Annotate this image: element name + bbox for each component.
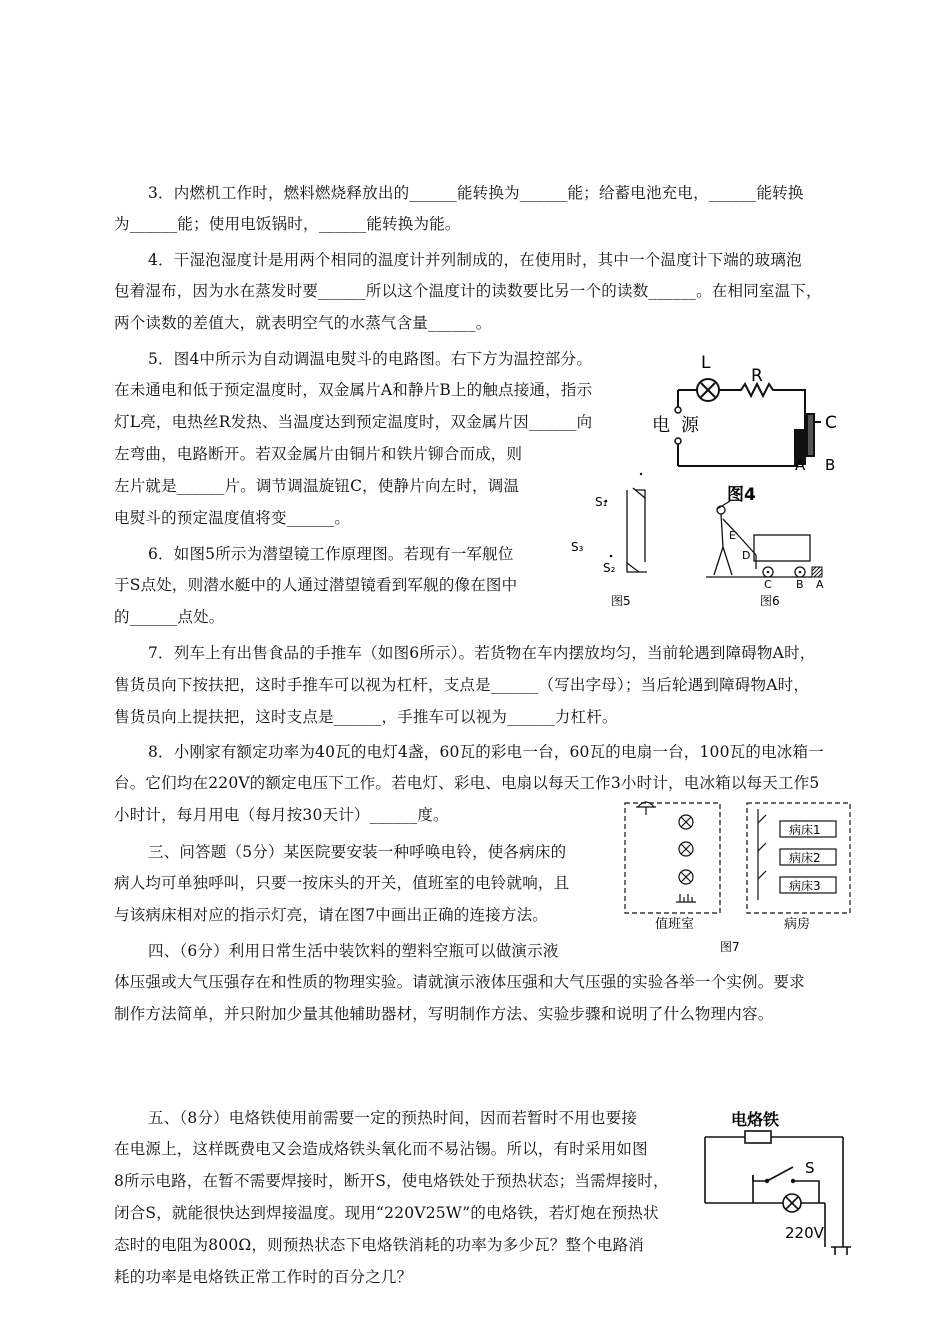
s4-line-3: 制作方法简单，并只附加少量其他辅助器材，写明制作方法、实验步骤和说明了什么物理内容。 bbox=[114, 1005, 774, 1023]
s5-line-5: 态时的电阻为800Ω，则预热状态下电烙铁消耗的功率为多少瓦？整个电路消 bbox=[114, 1236, 644, 1254]
q7-line-2: 售货员向下按扶把，这时手推车可以视为杠杆，支点是______（写出字母）；当后轮遇到障碍物A时， bbox=[114, 676, 810, 694]
q5-line-4: 左弯曲，电路断开。若双金属片由铜片和铁片铆合而成，则 bbox=[114, 445, 523, 463]
lamp-label: L bbox=[701, 353, 711, 373]
figure-8-iron-circuit bbox=[695, 1105, 870, 1265]
q8-line-1: 8．小刚家有额定功率为40瓦的电灯4盏，60瓦的彩电一台，60瓦的电扇一台，100瓦的电冰箱一 bbox=[148, 743, 824, 761]
ward-label: 病房 bbox=[784, 917, 811, 932]
q6-line-2: 于S点处，则潜水艇中的人通过潜望镜看到军舰的像在图中 bbox=[114, 576, 518, 594]
q8-line-2: 台。它们均在220V的额定电压下工作。若电灯、彩电、电扇以每天工作3小时计，电冰箱以每天工作5 bbox=[114, 774, 820, 792]
s5-line-4: 闭合S，就能很快达到焊接温度。现用“220V25W”的电烙铁，若灯炮在预热状 bbox=[114, 1204, 659, 1222]
switch-label: S bbox=[805, 1159, 815, 1177]
point-a: A bbox=[816, 578, 824, 591]
point-s2: S₂ bbox=[603, 561, 616, 575]
figure-4-circuit bbox=[645, 348, 855, 508]
q4-line-2: 包着湿布，因为水在蒸发时要______所以这个温度计的读数要比另一个的读数______。在相同室温下， bbox=[114, 282, 822, 300]
point-d: D bbox=[742, 549, 751, 562]
figure-7-wiring bbox=[620, 795, 860, 955]
q3-line-1: 3．内燃机工作时，燃料燃烧释放出的______能转换为______能；给蓄电池充电，______能转换 bbox=[148, 184, 804, 202]
s4-line-2: 体压强或大气压强存在和性质的物理实验。请就演示液体压强和大气压强的实验各举一个实例。要求 bbox=[114, 973, 805, 991]
bed-3-label: 病床3 bbox=[789, 879, 821, 893]
bed-1-label: 病床1 bbox=[789, 823, 821, 837]
q6-line-1: 6．如图5所示为潜望镜工作原理图。若现有一军舰位 bbox=[148, 545, 514, 563]
static-plate-label: B bbox=[825, 456, 836, 474]
figure-6-caption: 图6 bbox=[760, 594, 780, 608]
q7-line-1: 7．列车上有出售食品的手推车（如图6所示）。若货物在车内摆放均匀，当前轮遇到障碍物A时， bbox=[148, 644, 816, 662]
iron-label: 电烙铁 bbox=[731, 1110, 780, 1129]
s5-line-1: 五、（8分）电烙铁使用前需要一定的预热时间，因而若暂时不用也要接 bbox=[148, 1109, 638, 1127]
voltage-label: 220V bbox=[785, 1224, 824, 1242]
figure-5-caption: 图5 bbox=[611, 594, 631, 608]
q5-line-6: 电熨斗的预定温度值将变______。 bbox=[114, 509, 351, 527]
s5-line-3: 8所示电路，在暂不需要焊接时，断开S，使电烙铁处于预热状态；当需焊接时， bbox=[114, 1172, 669, 1190]
bimetal-label: A bbox=[795, 456, 806, 474]
figure-7-caption: 图7 bbox=[720, 940, 740, 954]
power-label-1: 电 bbox=[652, 415, 670, 436]
q8-line-3: 小时计，每月用电（每月按30天计）______度。 bbox=[114, 806, 449, 824]
q3-line-2: 为______能；使用电饭锅时，______能转换为能。 bbox=[114, 215, 461, 233]
point-c: C bbox=[764, 578, 772, 591]
power-label-2: 源 bbox=[681, 415, 699, 436]
figure-4-caption: 图4 bbox=[727, 485, 756, 505]
bed-2-label: 病床2 bbox=[789, 851, 821, 865]
figure-6-cart bbox=[700, 495, 830, 613]
s3-line-2: 病人均可单独呼叫，只要一按床头的开关，值班室的电铃就响，且 bbox=[114, 874, 570, 892]
point-s1: S₁ bbox=[595, 495, 608, 509]
q5-line-2: 在未通电和低于预定温度时，双金属片A和静片B上的触点接通，指示 bbox=[114, 381, 593, 399]
q5-line-3: 灯L亮，电热丝R发热、当温度达到预定温度时，双金属片因______向 bbox=[114, 413, 593, 431]
q5-line-5: 左片就是______片。调节调温旋钮C，使静片向左时，调温 bbox=[114, 477, 520, 495]
q5-line-1: 5．图4中所示为自动调温电熨斗的电路图。右下方为温控部分。 bbox=[148, 350, 593, 368]
point-s3: S₃ bbox=[571, 540, 584, 554]
resistor-label: R bbox=[751, 366, 763, 386]
point-e: E bbox=[729, 529, 736, 542]
q6-line-3: 的______点处。 bbox=[114, 608, 225, 626]
figure-5-periscope bbox=[565, 468, 660, 613]
knob-label: C bbox=[825, 413, 837, 433]
s4-line-1: 四、（6分）利用日常生活中装饮料的塑料空瓶可以做演示液 bbox=[148, 942, 559, 960]
s5-line-2: 在电源上，这样既费电又会造成烙铁头氧化而不易沾锡。所以，有时采用如图 bbox=[114, 1140, 648, 1158]
q4-line-3: 两个读数的差值大，就表明空气的水蒸气含量______。 bbox=[114, 314, 492, 332]
s3-line-1: 三、问答题（5分）某医院要安装一种呼唤电铃，使各病床的 bbox=[148, 843, 567, 861]
duty-room-label: 值班室 bbox=[655, 917, 695, 932]
s3-line-3: 与该病床相对应的指示灯亮，请在图7中画出正确的连接方法。 bbox=[114, 906, 548, 924]
q4-line-1: 4．干湿泡湿度计是用两个相同的温度计并列制成的，在使用时，其中一个温度计下端的玻璃泡 bbox=[148, 251, 802, 269]
point-b: B bbox=[796, 578, 804, 591]
q7-line-3: 售货员向上提扶把，这时支点是______，手推车可以视为______力杠杆。 bbox=[114, 708, 618, 726]
s5-line-6: 耗的功率是电烙铁正常工作时的百分之几？ bbox=[114, 1268, 413, 1286]
